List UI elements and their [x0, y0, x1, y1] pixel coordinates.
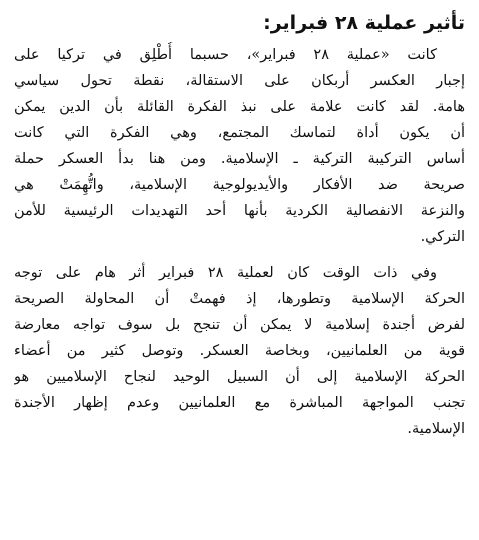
paragraph-line: صريحة ضد الأفكار والأيديولوجية الإسلامية، واتُّهِمَتْ هي	[14, 177, 465, 193]
paragraph-line: كانت «عملية ٢٨ فبراير»، حسبما أُطْلِق في تركيا على	[14, 47, 438, 63]
paragraph-line: أن يكون أداة لتماسك المجتمع، وهي الفكرة التي كانت	[14, 125, 465, 141]
paragraph-line: أساس التركيبة التركية ـ الإسلامية. ومن هنا بدأ العسكر حملة	[14, 151, 465, 167]
paragraph-line: قوية من العلمانيين، وبخاصة العسكر. وتوصل كثير من أعضاء	[14, 343, 465, 359]
paragraph-2	[14, 260, 465, 442]
paragraph-line: الحركة الإسلامية إلى أن السبيل الوحيد لنجاح الإسلاميين هو	[14, 369, 465, 385]
paragraph-line: هامة. لقد كانت علامة على نبذ الفكرة القائلة بأن الدين يمكن	[14, 99, 465, 115]
paragraph-line: لفرض أجندة إسلامية لا يمكن أن تنجح بل سوف تواجه معارضة	[14, 317, 465, 333]
paragraph-line: والنزعة الانفصالية الكردية بأنها أحد التهديدات الرئيسية للأمن	[14, 203, 465, 219]
paragraph-line: إجبار العكسر أربكان على الاستقالة، نقطة تحول سياسي	[14, 73, 465, 89]
paragraph-line: الإسلامية.	[407, 421, 465, 437]
paragraph-line: التركي.	[420, 229, 465, 245]
paragraph-line: وفي ذات الوقت كان لعملية ٢٨ فبراير أثر هام على توجه	[14, 265, 437, 281]
paragraph-line: تجنب المواجهة المباشرة مع العلمانيين وعدم إظهار الأجندة	[14, 395, 465, 411]
paragraph-line: الحركة الإسلامية وتطورها، إذ فهمتْ أن المحاولة الصريحة	[14, 291, 465, 307]
paragraph-1	[14, 42, 465, 250]
section-heading: تأثير عملية ٢٨ فبراير:	[263, 12, 465, 34]
